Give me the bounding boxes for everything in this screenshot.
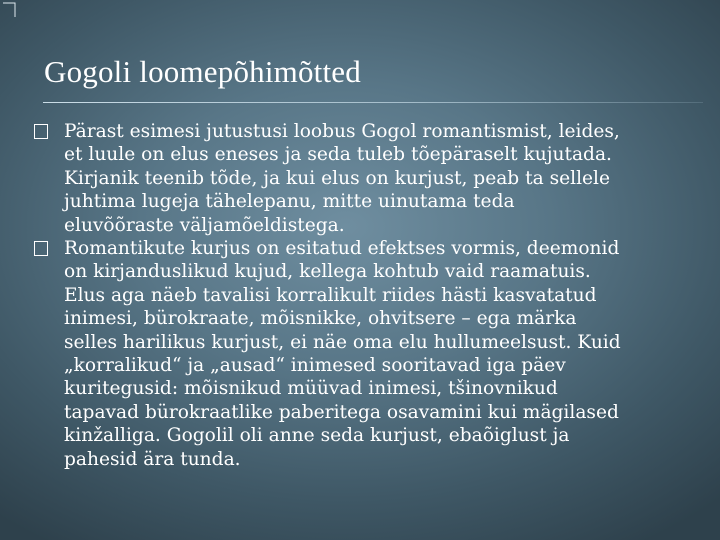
bullet-text-line: kinžalliga. Gogolil oli anne seda kurjust, ebaõiglust ja [64,425,570,447]
corner-mark-icon [2,2,16,18]
bullet-text-line: Elus aga näeb tavalisi korralikult riides hästi kasvatatud [64,284,597,306]
bullet-text-line: on kirjanduslikud kujud, kellega kohtub vaid raamatuis. [64,261,591,283]
bullet-text-line: Romantikute kurjus on esitatud efektses vormis, deemonid [64,238,620,260]
bullet-item [32,120,702,237]
bullet-text-line: et luule on elus eneses ja seda tuleb tõepäraselt kujutada. [64,144,612,166]
bullet-text-line: „korralikud“ ja „ausad“ inimesed sooritavad iga päev [64,355,566,377]
bullet-marker-icon [34,124,48,139]
bullet-text-line: eluvõõraste väljamõeldistega. [64,214,345,236]
bullet-text-line: inimesi, bürokraate, mõisnikke, ohvitsere – ega märka [64,308,577,330]
bullet-item [32,237,702,471]
slide-content [32,120,702,471]
slide-title: Gogoli loomepõhimõtted [44,54,361,89]
title-divider [43,102,703,103]
bullet-text-line: juhtima lugeja tähelepanu, mitte uinutama teda [64,191,515,213]
bullet-text-line: Pärast esimesi jutustusi loobus Gogol romantismist, leides, [64,121,620,142]
bullet-text-line: pahesid ära tunda. [64,448,241,470]
bullet-marker-icon [34,241,48,256]
bullet-text-line: tapavad bürokraatlike paberitega osavamini kui mägilased [64,401,619,423]
bullet-text-line: Kirjanik teenib tõde, ja kui elus on kurjust, peab ta sellele [64,167,610,189]
bullet-text-line: selles harilikus kurjust, ei näe oma elu hullumeelsust. Kuid [64,331,621,353]
bullet-text-line: kuritegusid: mõisnikud müüvad inimesi, tšinovnikud [64,378,558,400]
